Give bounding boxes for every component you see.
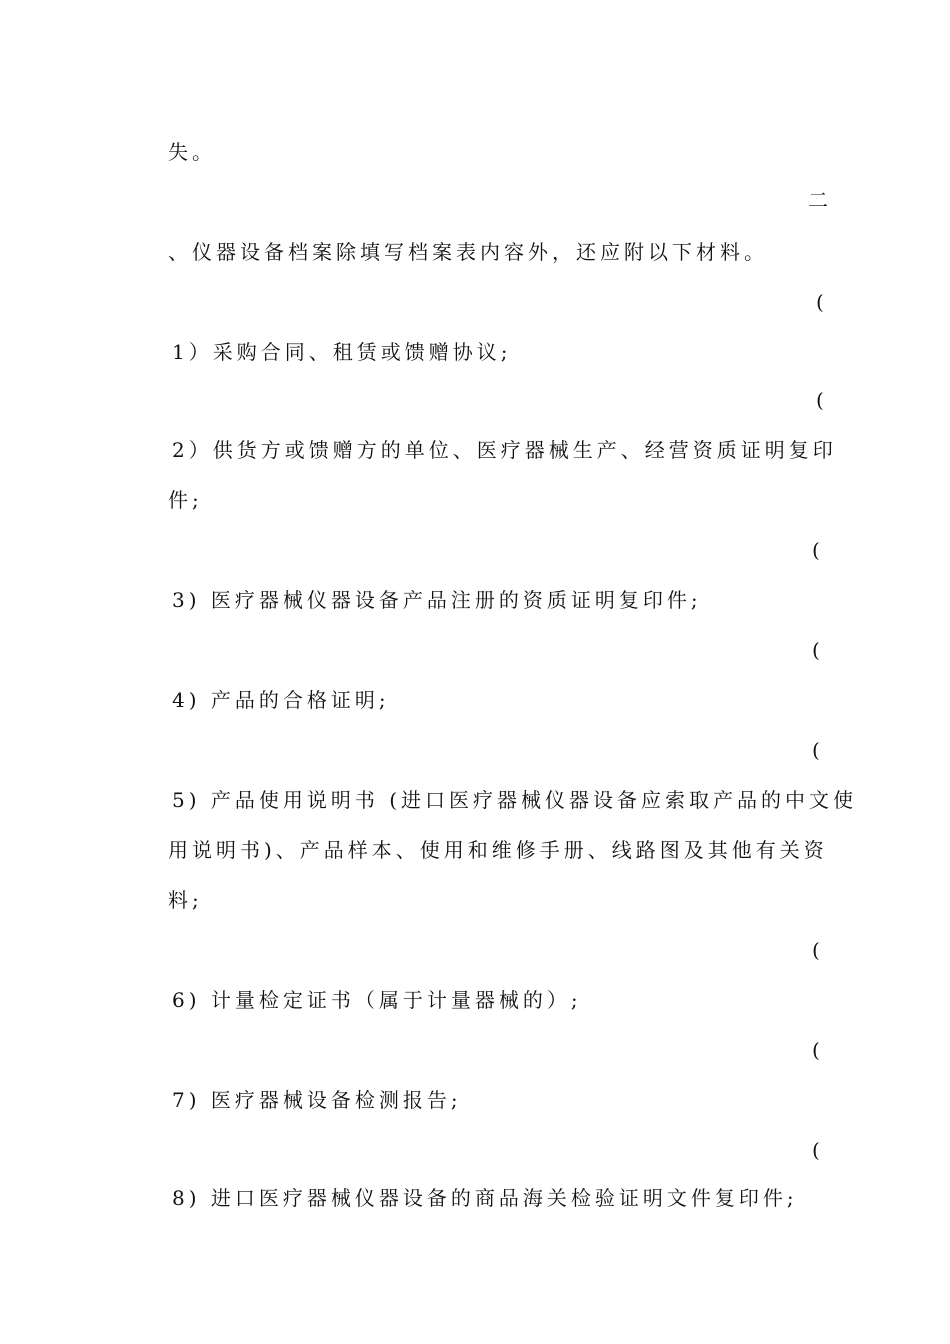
list-item-1: 1）采购合同、租赁或馈赠协议;: [172, 340, 512, 364]
paren-marker-5: (: [812, 738, 820, 762]
section-number-two: 二: [808, 188, 828, 212]
list-item-5-continued-2: 料;: [168, 888, 203, 912]
list-item-7: 7) 医疗器械设备检测报告;: [172, 1088, 462, 1112]
list-item-5: 5) 产品使用说明书 (进口医疗器械仪器设备应索取产品的中文使: [172, 788, 858, 812]
paren-marker-6: (: [812, 938, 820, 962]
list-item-2-continued: 件;: [168, 488, 203, 512]
text-line-shi: 失。: [168, 140, 216, 164]
paren-marker-7: (: [812, 1038, 820, 1062]
section-heading-materials: 、仪器设备档案除填写档案表内容外，还应附以下材料。: [168, 240, 768, 264]
list-item-6: 6) 计量检定证书（属于计量器械的）;: [172, 988, 582, 1012]
list-item-2: 2）供货方或馈赠方的单位、医疗器械生产、经营资质证明复印: [172, 438, 837, 462]
paren-marker-4: (: [812, 638, 820, 662]
paren-marker-2: (: [816, 388, 824, 412]
list-item-8: 8) 进口医疗器械仪器设备的商品海关检验证明文件复印件;: [172, 1186, 798, 1210]
list-item-4: 4) 产品的合格证明;: [172, 688, 390, 712]
paren-marker-8: (: [812, 1138, 820, 1162]
paren-marker-3: (: [812, 538, 820, 562]
list-item-5-continued: 用说明书)、产品样本、使用和维修手册、线路图及其他有关资: [168, 838, 828, 862]
paren-marker-1: (: [816, 290, 824, 314]
list-item-3: 3) 医疗器械仪器设备产品注册的资质证明复印件;: [172, 588, 702, 612]
